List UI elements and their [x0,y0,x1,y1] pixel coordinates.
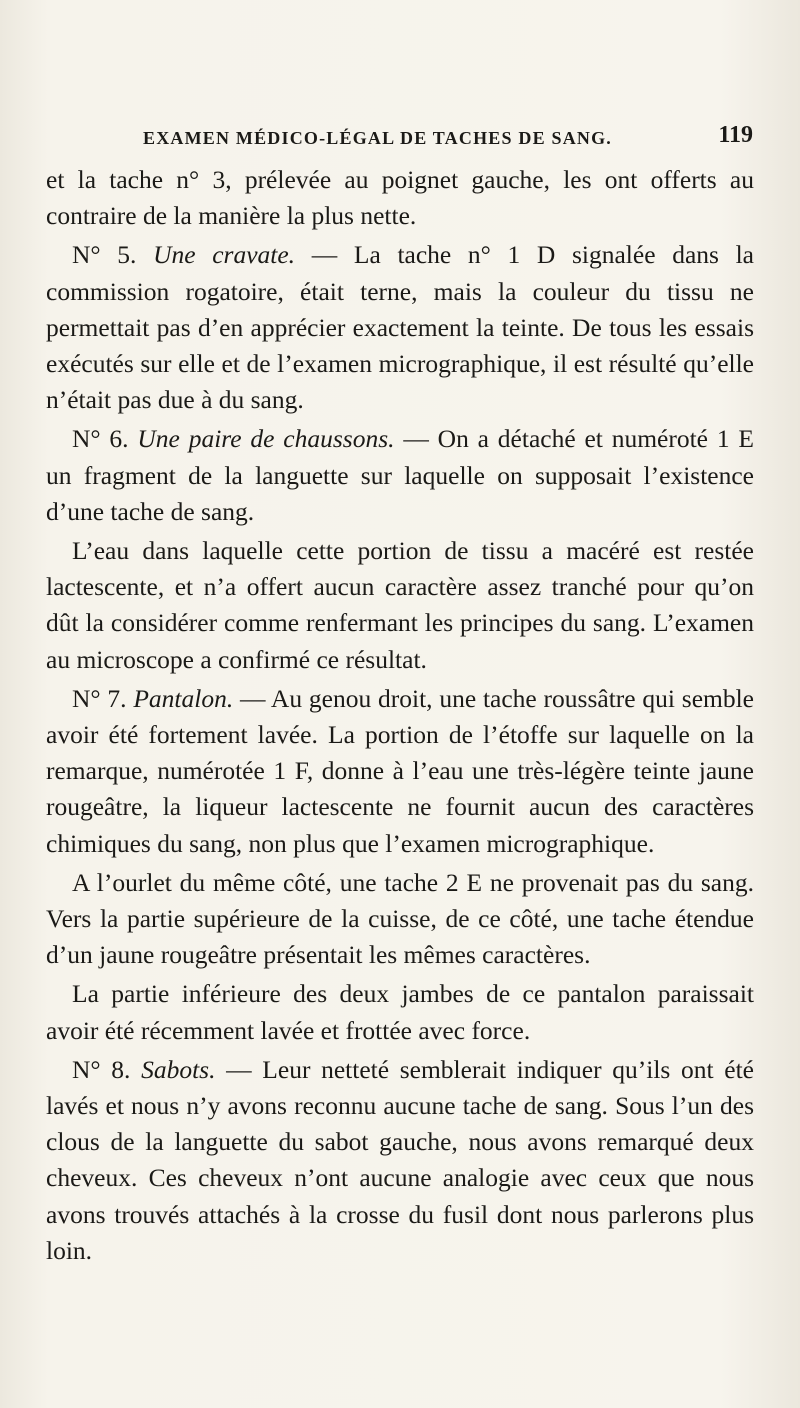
paragraph-text: — On a détaché et numéroté 1 E un fragment de la languette sur laquelle on supposait l’existence d’une tache de sang. [46,424,754,526]
item-title: Une cravate. [153,240,296,270]
paragraph-text: et la tache n° 3, prélevée au poignet gauche, les ont offerts au contraire de la manière la plus nette. [46,165,754,231]
paragraph-item-7 [46,681,754,862]
running-head: EXAMEN MÉDICO-LÉGAL DE TACHES DE SANG. [143,128,612,148]
paragraph-text: — Au genou droit, une tache roussâtre qui semble avoir été fortement lavée. La portion de l’étoffe sur laquelle on la remarque, numérotée 1 F, donne à l’eau une très-légère teinte jaune rougeâtre, la liqueur lactescente ne fournit aucun des caractères chimiques du sang, non plus que l’examen micrographique. [46,683,755,858]
paragraph-text: L’eau dans laquelle cette portion de tissu a macéré est restée lactescente, et n’a offert aucun caractère assez tranché pour qu’on dût la considérer comme renfermant les principes du sang. L’examen au microscope a confirmé ce résultat. [46,536,754,674]
paragraph-item-8 [46,1052,754,1269]
paragraph-text: — Leur netteté semblerait indiquer qu’ils ont été lavés et nous n’y avons reconnu aucune tache de sang. Sous l’un des clous de la languette du sabot gauche, nous avons remarqué deux cheveux. Ces cheveux n’ont aucune analogie avec ceux que nous avons trouvés attachés à la crosse du fusil dont nous parlerons plus loin. [46,1054,754,1265]
paragraph-item-6 [46,421,754,530]
paragraph [46,162,754,234]
item-number: N° 8. [72,1054,131,1084]
item-number: N° 7. [72,683,127,713]
item-title: Sabots. [141,1054,216,1084]
paragraph-item-5 [46,237,754,418]
page-header [143,122,753,156]
item-number: N° 5. [72,240,137,270]
paragraph-text: La partie inférieure des deux jambes de ce pantalon paraissait avoir été récemment lavée et frottée avec force. [46,979,754,1045]
item-title: Une paire de chaussons. [137,424,395,454]
paragraph [46,976,754,1048]
item-title: Pantalon. [133,683,234,713]
body-text [46,162,754,1272]
item-number: N° 6. [72,424,129,454]
paragraph [46,533,754,678]
paragraph [46,865,754,974]
paragraph-text: — La tache n° 1 D signalée dans la commission rogatoire, était terne, mais la couleur du tissu ne permettait pas d’en apprécier exactement la teinte. De tous les essais exécutés sur elle et de l’examen micrographique, il est résulté qu’elle n’était pas due à du sang. [46,240,754,415]
page-number: 119 [718,122,753,148]
paragraph-text: A l’ourlet du même côté, une tache 2 E ne provenait pas du sang. Vers la partie supérieure de la cuisse, de ce côté, une tache étendue d’un jaune rougeâtre présentait les mêmes caractères. [46,867,754,970]
